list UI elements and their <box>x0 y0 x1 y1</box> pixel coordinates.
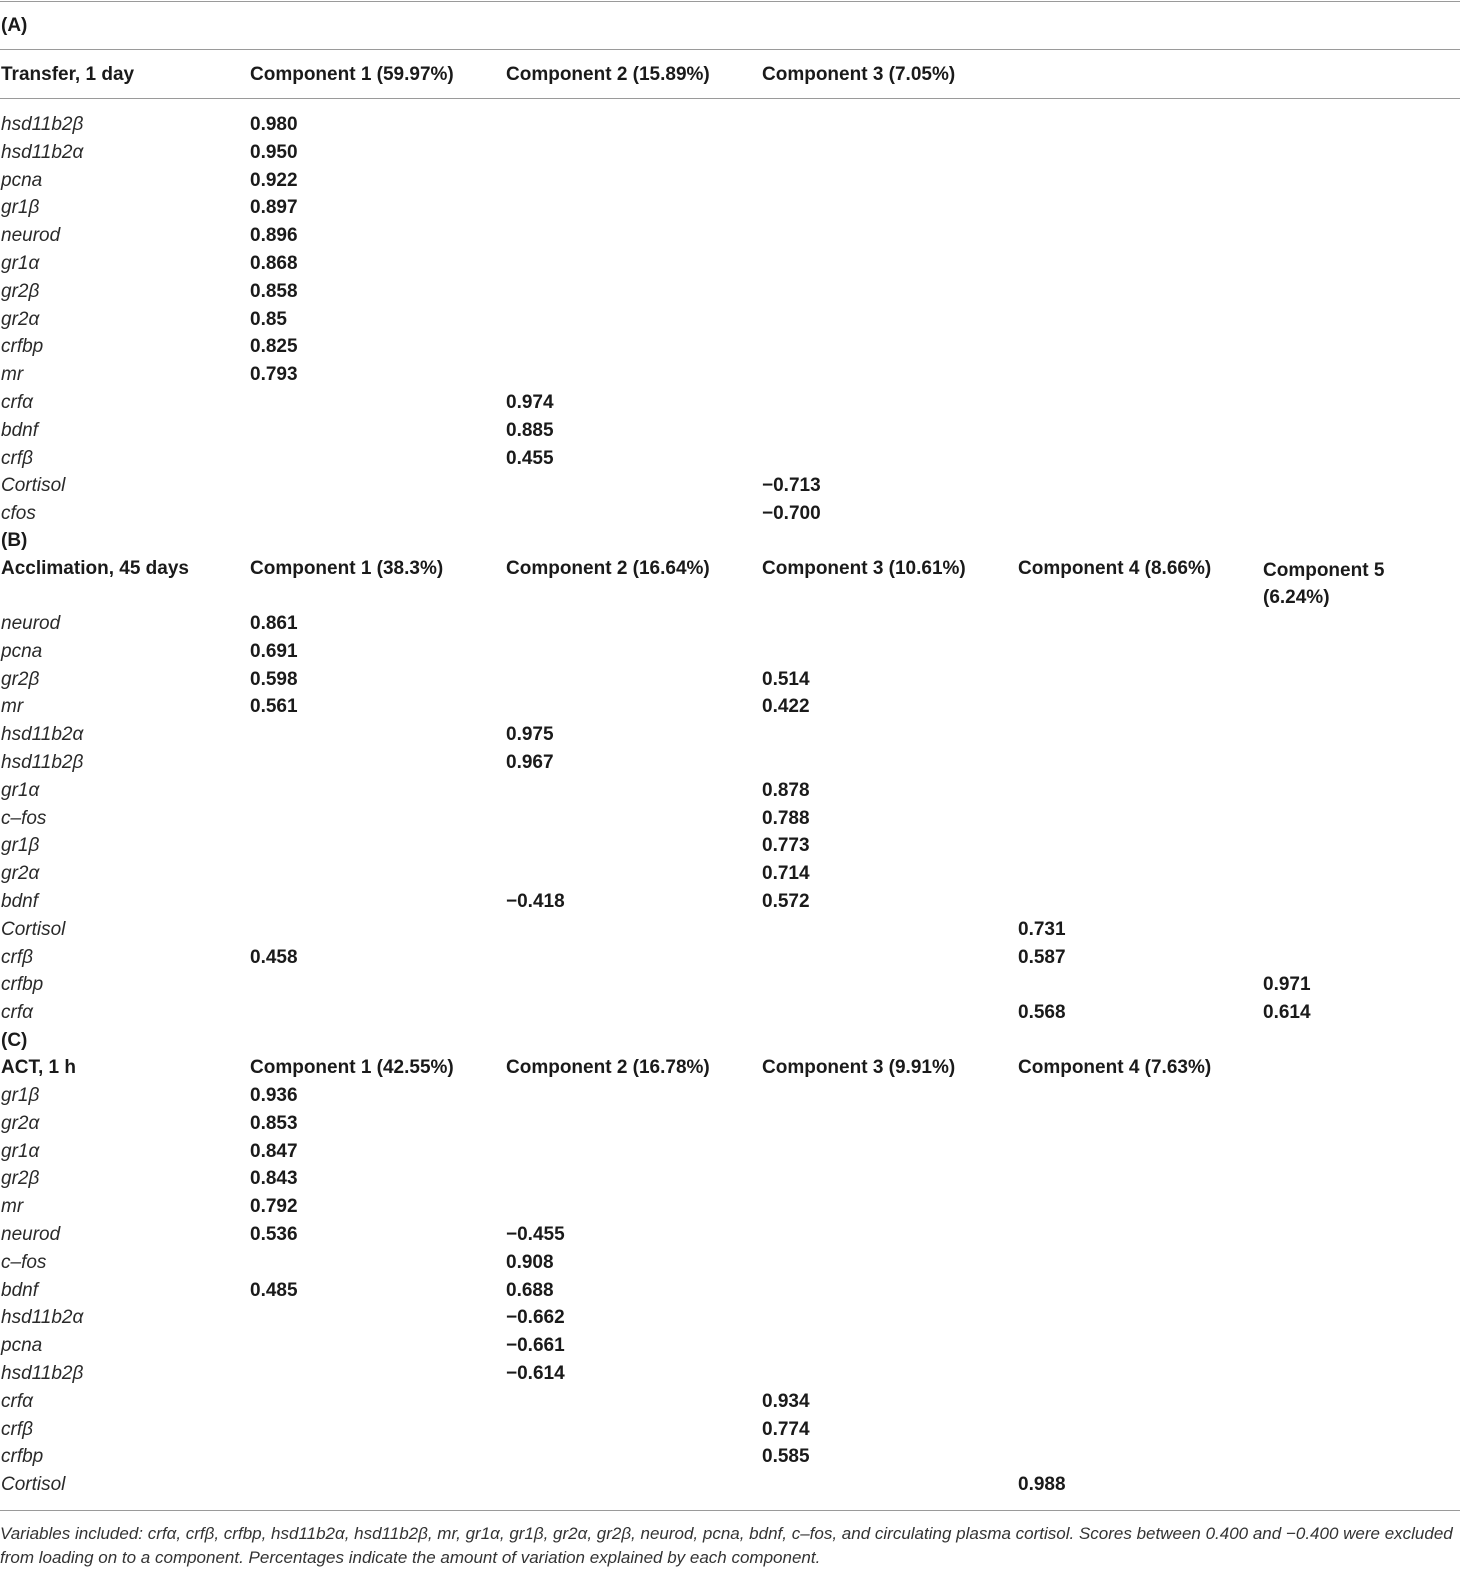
gene-label: hsd11b2β <box>1 752 84 773</box>
gene-label: hsd11b2α <box>1 1307 84 1328</box>
gene-label: hsd11b2α <box>1 724 84 745</box>
loading-value: 0.974 <box>506 392 554 413</box>
loading-value: 0.587 <box>1018 947 1066 968</box>
loading-value: 0.788 <box>762 808 810 829</box>
gene-label: gr2β <box>1 1168 40 1189</box>
loading-value: 0.773 <box>762 835 810 856</box>
gene-label: neurod <box>1 225 61 246</box>
gene-label: neurod <box>1 613 61 634</box>
loading-value: 0.714 <box>762 863 810 884</box>
component-header: Component 3 (7.05%) <box>762 64 956 85</box>
loading-value: −0.700 <box>762 503 821 524</box>
loading-value: 0.774 <box>762 1419 810 1440</box>
gene-label: mr <box>1 364 24 385</box>
gene-label: crfβ <box>1 1419 33 1440</box>
loading-value: 0.868 <box>250 253 298 274</box>
component-header: Component 2 (16.78%) <box>506 1057 710 1078</box>
gene-label: c–fos <box>1 808 47 829</box>
loading-value: 0.988 <box>1018 1474 1066 1495</box>
gene-label: mr <box>1 696 24 717</box>
gene-label: gr1β <box>1 1085 40 1106</box>
gene-label: crfbp <box>1 336 44 357</box>
section-label: (B) <box>1 530 28 551</box>
loading-value: 0.561 <box>250 696 298 717</box>
loading-value: 0.980 <box>250 114 298 135</box>
loading-value: 0.731 <box>1018 919 1066 940</box>
gene-label: neurod <box>1 1224 61 1245</box>
gene-label: gr2β <box>1 281 40 302</box>
component-header: Component 3 (10.61%) <box>762 558 966 579</box>
loading-value: 0.861 <box>250 613 298 634</box>
gene-label: crfα <box>1 1391 33 1412</box>
component-header: Component 5 (6.24%) <box>1263 560 1385 608</box>
loading-value: 0.967 <box>506 752 554 773</box>
gene-label: c–fos <box>1 1252 47 1273</box>
component-header: Component 4 (8.66%) <box>1018 558 1212 579</box>
loading-value: −0.418 <box>506 891 565 912</box>
gene-label: gr2α <box>1 863 40 884</box>
component-header: Component 2 (15.89%) <box>506 64 710 85</box>
section-title: Transfer, 1 day <box>1 64 135 85</box>
component-header: Component 4 (7.63%) <box>1018 1057 1212 1078</box>
loading-value: 0.897 <box>250 197 298 218</box>
loading-value: 0.975 <box>506 724 554 745</box>
gene-label: hsd11b2β <box>1 114 84 135</box>
loading-value: 0.598 <box>250 669 298 690</box>
gene-label: hsd11b2α <box>1 142 84 163</box>
gene-label: crfbp <box>1 974 44 995</box>
loading-value: 0.455 <box>506 448 554 469</box>
loading-value: 0.843 <box>250 1168 298 1189</box>
component-header: Component 1 (38.3%) <box>250 558 444 579</box>
loading-value: 0.878 <box>762 780 810 801</box>
gene-label: pcna <box>1 641 43 662</box>
gene-label: gr1β <box>1 197 40 218</box>
gene-label: hsd11b2β <box>1 1363 84 1384</box>
loading-value: −0.661 <box>506 1335 565 1356</box>
loading-value: 0.458 <box>250 947 298 968</box>
loading-value: 0.536 <box>250 1224 298 1245</box>
component-header: Component 3 (9.91%) <box>762 1057 956 1078</box>
component-header: Component 1 (59.97%) <box>250 64 454 85</box>
component-header: Component 1 (42.55%) <box>250 1057 454 1078</box>
loading-value: −0.662 <box>506 1307 565 1328</box>
section-a-header-rule <box>0 98 1460 99</box>
loading-value: 0.934 <box>762 1391 810 1412</box>
gene-label: gr2β <box>1 669 40 690</box>
section-a-label-rule <box>0 49 1460 50</box>
loading-value: 0.572 <box>762 891 810 912</box>
loading-value: 0.950 <box>250 142 298 163</box>
table-footnote: Variables included: crfα, crfβ, crfbp, hsd11b2α, hsd11b2β, mr, gr1α, gr1β, gr2α, gr2β, neurod, pcna, bdnf, c–fos, and circulating plasma cortisol. Scores between 0.400 and −0.400 were excluded from loading on to a component. Percentages indicate the amount of variation explained by each component. <box>0 1524 1453 1567</box>
gene-label: Cortisol <box>1 919 66 940</box>
gene-label: Cortisol <box>1 475 66 496</box>
loading-value: 0.422 <box>762 696 810 717</box>
gene-label: bdnf <box>1 1280 38 1301</box>
loading-value: 0.936 <box>250 1085 298 1106</box>
loading-value: 0.691 <box>250 641 298 662</box>
loading-value: 0.85 <box>250 309 287 330</box>
loading-value: 0.514 <box>762 669 810 690</box>
loading-value: 0.885 <box>506 420 554 441</box>
loading-value: 0.792 <box>250 1196 298 1217</box>
loading-value: −0.713 <box>762 475 821 496</box>
gene-label: crfβ <box>1 947 33 968</box>
loading-value: 0.896 <box>250 225 298 246</box>
loading-value: −0.455 <box>506 1224 565 1245</box>
gene-label: mr <box>1 1196 24 1217</box>
loading-value: 0.971 <box>1263 974 1311 995</box>
loading-value: 0.858 <box>250 281 298 302</box>
loading-value: 0.568 <box>1018 1002 1066 1023</box>
section-title: ACT, 1 h <box>1 1057 76 1078</box>
loading-value: 0.688 <box>506 1280 554 1301</box>
bottom-rule <box>0 1510 1460 1511</box>
loading-value: 0.922 <box>250 170 298 191</box>
gene-label: pcna <box>1 170 43 191</box>
gene-label: Cortisol <box>1 1474 66 1495</box>
gene-label: gr2α <box>1 1113 40 1134</box>
gene-label: bdnf <box>1 891 38 912</box>
gene-label: crfα <box>1 1002 33 1023</box>
loading-value: 0.614 <box>1263 1002 1311 1023</box>
gene-label: gr2α <box>1 309 40 330</box>
loading-value: 0.825 <box>250 336 298 357</box>
section-label: (C) <box>1 1030 28 1051</box>
top-rule <box>0 1 1460 2</box>
gene-label: crfbp <box>1 1446 44 1467</box>
loading-value: 0.485 <box>250 1280 298 1301</box>
gene-label: gr1α <box>1 780 40 801</box>
gene-label: cfos <box>1 503 36 524</box>
loading-value: 0.908 <box>506 1252 554 1273</box>
gene-label: gr1β <box>1 835 40 856</box>
loading-value: 0.847 <box>250 1141 298 1162</box>
loading-value: 0.793 <box>250 364 298 385</box>
loading-value: −0.614 <box>506 1363 565 1384</box>
gene-label: crfα <box>1 392 33 413</box>
gene-label: gr1α <box>1 1141 40 1162</box>
loading-value: 0.585 <box>762 1446 810 1467</box>
gene-label: bdnf <box>1 420 38 441</box>
gene-label: pcna <box>1 1335 43 1356</box>
loading-value: 0.853 <box>250 1113 298 1134</box>
component-header: Component 2 (16.64%) <box>506 558 710 579</box>
section-title: Acclimation, 45 days <box>1 558 189 579</box>
gene-label: gr1α <box>1 253 40 274</box>
section-label: (A) <box>1 15 28 36</box>
gene-label: crfβ <box>1 448 33 469</box>
